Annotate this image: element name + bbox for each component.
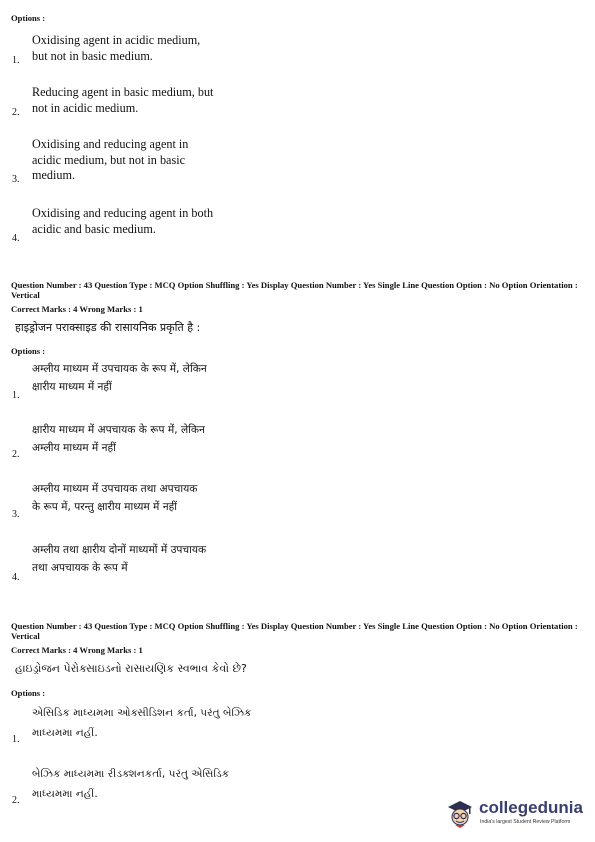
option-number: 1. bbox=[12, 55, 20, 66]
graduate-mascot-icon bbox=[445, 798, 475, 828]
option-text: Oxidising agent in acidic medium, but not in basic medium. bbox=[32, 33, 201, 63]
marks-info: Correct Marks : 4 Wrong Marks : 1 bbox=[11, 645, 143, 655]
option-text: अम्लीय माध्यम में उपचायक के रूप में, लेकिन क्षारीय माध्यम में नहीं bbox=[32, 363, 207, 393]
question-header: Question Number : 43 Question Type : MCQ Option Shuffling : Yes Display Question Number : Yes Single Line Question Option : No Option Orientation : Vertical bbox=[11, 280, 578, 300]
options-label: Options : bbox=[11, 688, 46, 698]
question-text: હાઇડ્રોજન પેરોક્સાઇડનો રાસાયણિક સ્વભાવ કેવો છે? bbox=[15, 662, 247, 675]
collegedunia-logo bbox=[445, 796, 590, 832]
option-text: अम्लीय माध्यम में उपचायक तथा अपचायक के रूप में, परन्तु क्षारीय माध्यम में नहीं bbox=[32, 483, 198, 513]
option-number: 3. bbox=[12, 174, 20, 185]
option-text: Oxidising and reducing agent in both acidic and basic medium. bbox=[32, 206, 214, 236]
option-text: अम्लीय तथा क्षारीय दोनों माध्यमों में उपचायक तथा अपचायक के रूप में bbox=[32, 544, 207, 574]
question-header: Question Number : 43 Question Type : MCQ Option Shuffling : Yes Display Question Number : Yes Single Line Question Option : No Option Orientation : Vertical bbox=[11, 621, 578, 641]
option-number: 2. bbox=[12, 107, 20, 118]
options-label: Options : bbox=[11, 346, 46, 356]
option-text: એસિડિક માધ્યમમા ઓક્સીડિશન કર્તા, પરંતુ બેઝિક માધ્યમમા નહીં. bbox=[32, 707, 252, 739]
option-text: Oxidising and reducing agent in acidic medium, but not in basic medium. bbox=[32, 137, 189, 182]
logo-wordmark: collegedunia bbox=[479, 798, 583, 817]
option-text: क्षारीय माध्यम में अपचायक के रूप में, लेकिन अम्लीय माध्यम में नहीं bbox=[32, 424, 205, 454]
option-text: બેઝિક માધ્યમમા રીડક્શનકર્તા, પરંતુ એસિડિક માધ્યમમા નહીં. bbox=[32, 768, 230, 800]
option-number: 1. bbox=[12, 734, 20, 745]
marks-info: Correct Marks : 4 Wrong Marks : 1 bbox=[11, 304, 143, 314]
option-text: Reducing agent in basic medium, but not in acidic medium. bbox=[32, 85, 214, 115]
question-text: हाइड्रोजन पराक्साइड की रासायनिक प्रकृति है : bbox=[15, 321, 201, 334]
option-number: 1. bbox=[12, 390, 20, 401]
option-number: 2. bbox=[12, 449, 20, 460]
option-number: 3. bbox=[12, 509, 20, 520]
option-number: 4. bbox=[12, 233, 20, 244]
options-label: Options : bbox=[11, 13, 46, 23]
option-number: 2. bbox=[12, 795, 20, 806]
option-number: 4. bbox=[12, 572, 20, 583]
logo-tagline: India's largest Student Review Platform bbox=[480, 819, 571, 825]
